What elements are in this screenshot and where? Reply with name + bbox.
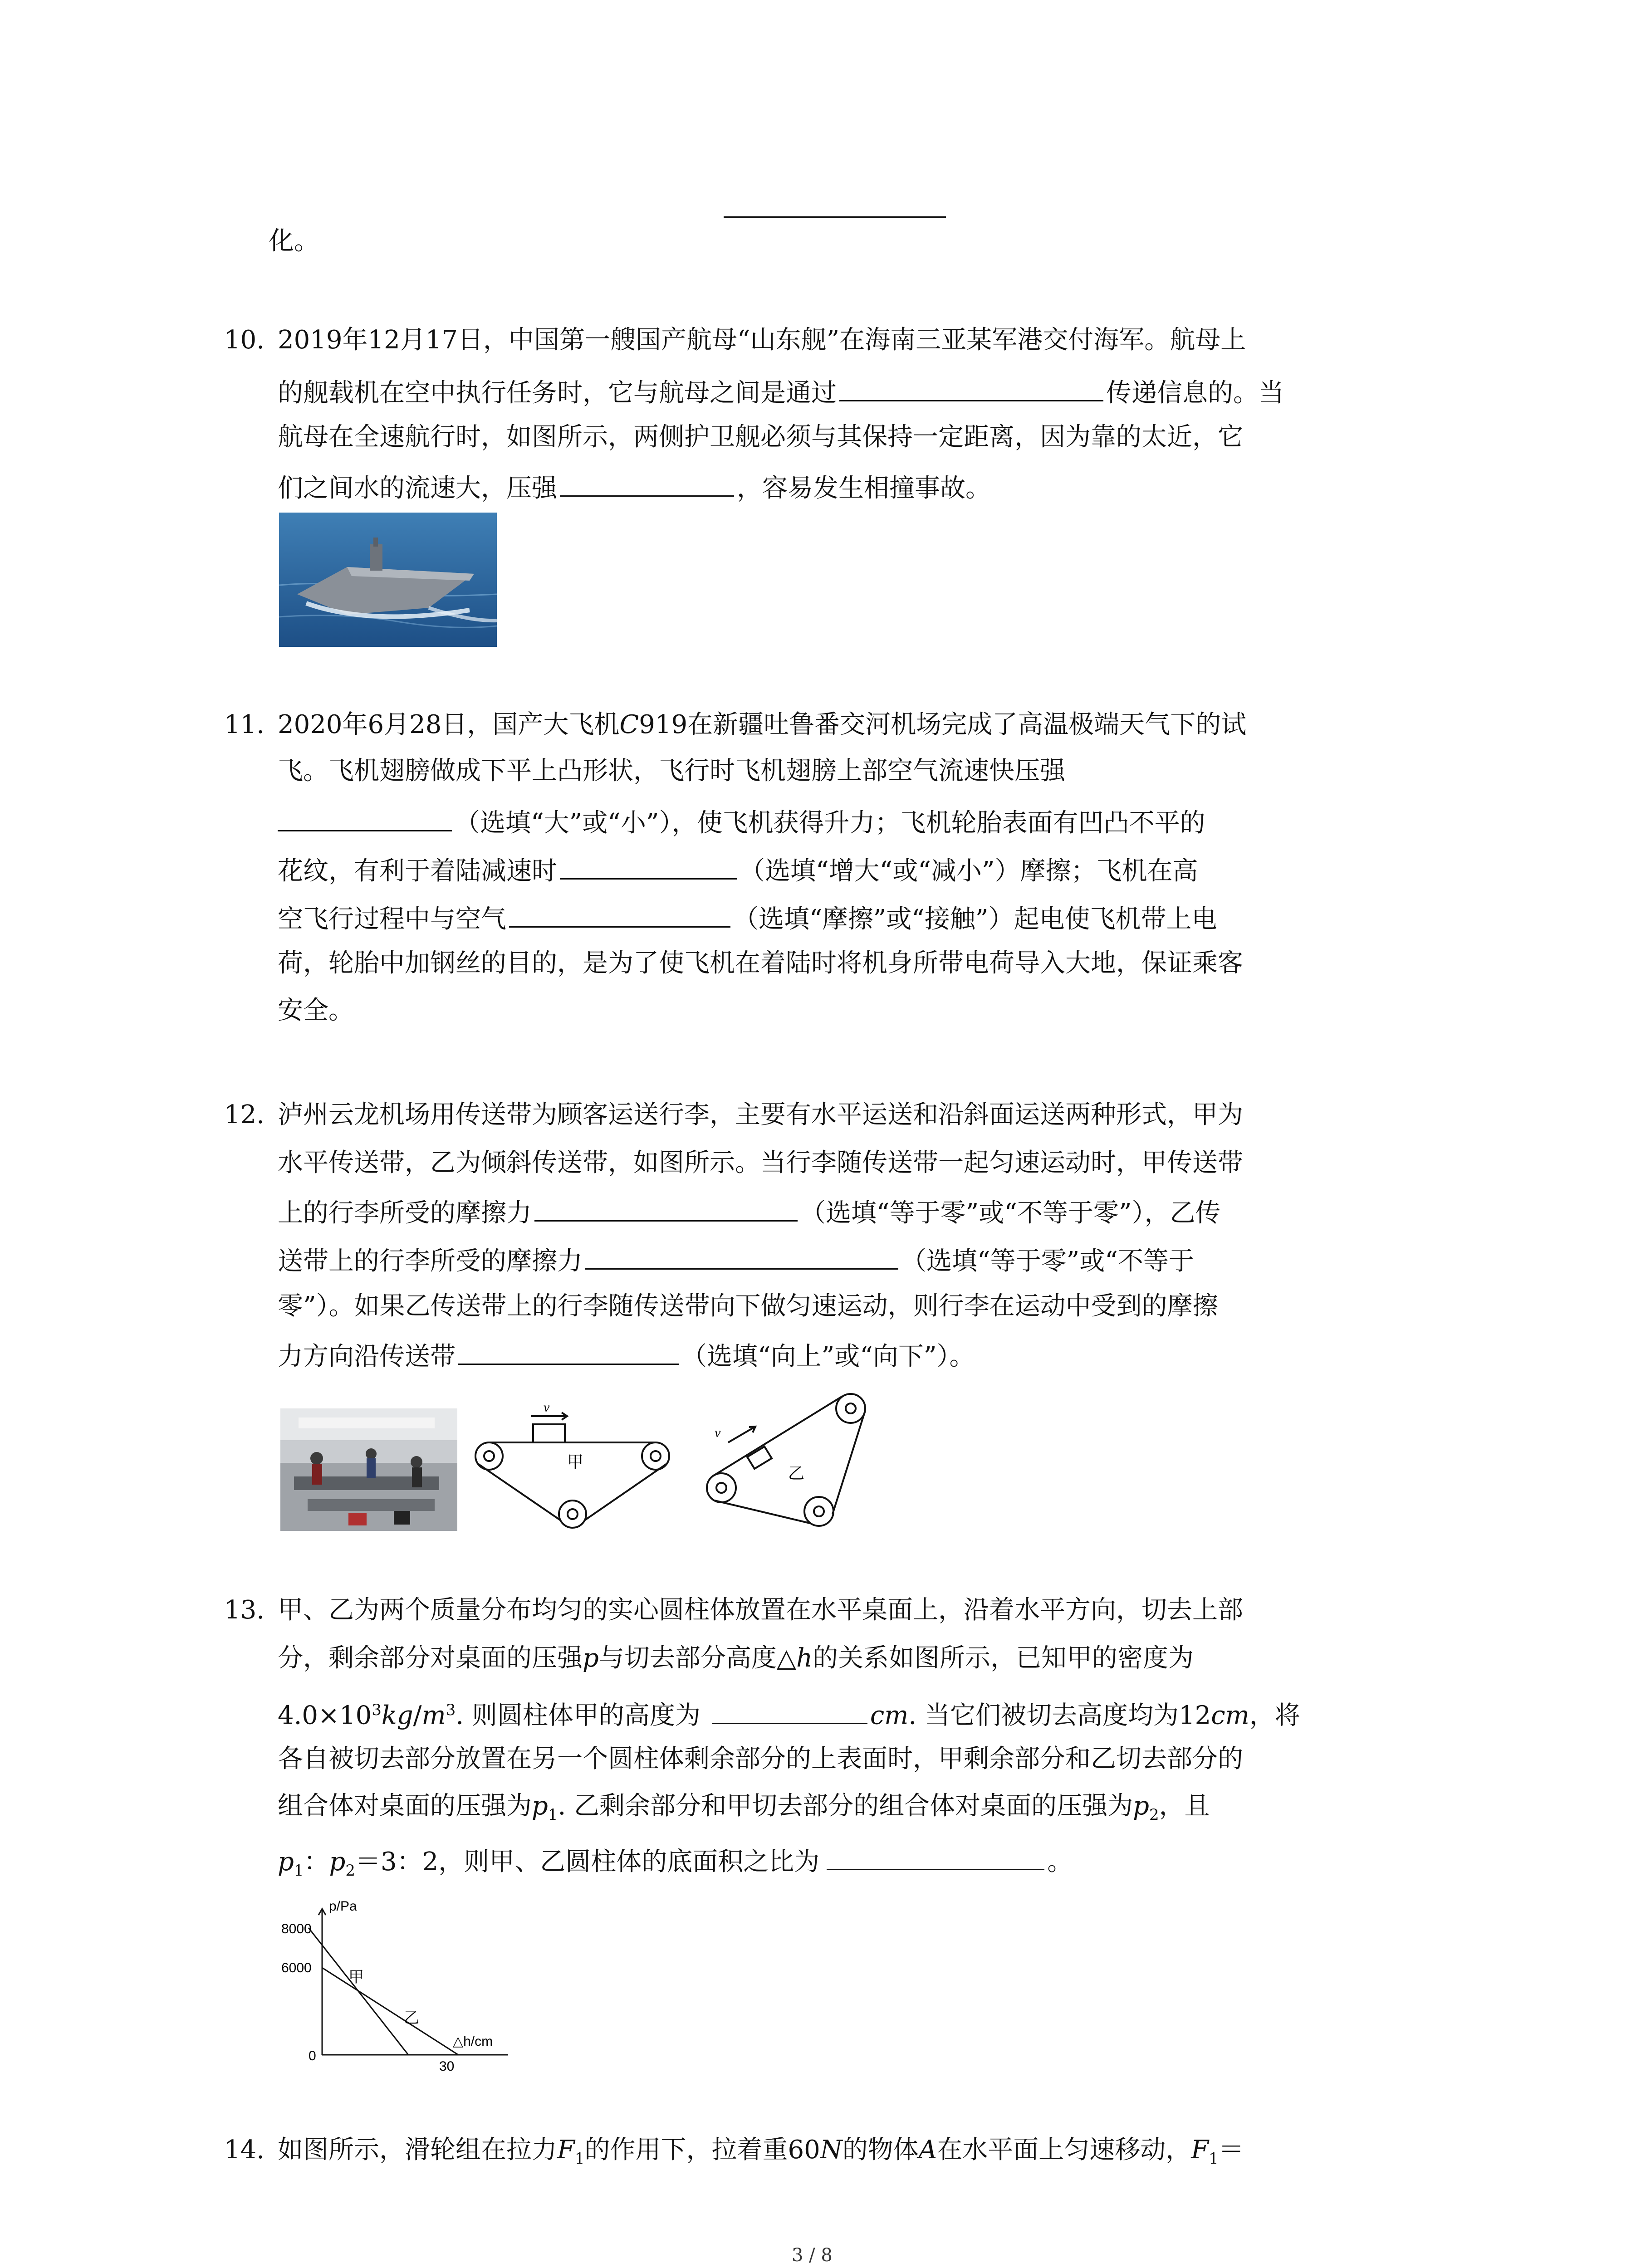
- v-label-yi: v: [715, 1425, 721, 1440]
- q13-line-3: [278, 1696, 1300, 1730]
- q13-line-3d: ，将: [1249, 1701, 1300, 1730]
- q11-math-c: C: [619, 710, 639, 739]
- graph-x-tick-30: 30: [439, 2059, 455, 2073]
- top-blank-line: [724, 216, 946, 218]
- q11-line-1a: 2020年6月28日，国产大飞机: [278, 710, 620, 739]
- q13-line-6: [278, 1845, 1073, 1884]
- q14-line-1a: 如图所示，滑轮组在拉力: [278, 2135, 557, 2165]
- question-number-11: 11.: [224, 710, 265, 739]
- q13-line-2a: 分，剩余部分对桌面的压强: [278, 1643, 583, 1673]
- q11-line-4b: （选填“增大“或“减小”）摩擦；飞机在高: [740, 856, 1198, 886]
- q13-unit-m-exp: 3: [446, 1701, 456, 1719]
- q10-line-1: 2019年12月17日，中国第一艘国产航母“山东舰”在海南三亚某军港交付海军。航母上: [278, 325, 1246, 355]
- q13-line-5b: . 乙剩余部分和甲切去部分的组合体对桌面的压强为: [558, 1791, 1133, 1821]
- question-number-13: 13.: [224, 1595, 265, 1625]
- q11-line-6: 荷，轮胎中加钢丝的目的，是为了使飞机在着陆时将机身所带电荷导入大地，保证乘客: [278, 948, 1243, 978]
- q10-line-4b: ，容易发生相撞事故。: [737, 474, 991, 503]
- page-number: 3 / 8: [792, 2245, 833, 2266]
- q12-line-6a: 力方向沿传送带: [278, 1342, 456, 1371]
- q13-line-5c: ，且: [1159, 1791, 1210, 1821]
- q14-math-f1: F: [1191, 2135, 1209, 2165]
- q11-line-2: 飞。飞机翅膀做成下平上凸形状，飞行时飞机翅膀上部空气流速快压强: [278, 756, 1065, 786]
- question-number-14: 14.: [224, 2135, 265, 2165]
- q11-line-1: [278, 711, 1246, 738]
- q10-line-2a: 的舰载机在空中执行任务时，它与航母之间是通过: [278, 378, 837, 408]
- q12-line-6b: （选填“向上”或“向下”）。: [681, 1342, 975, 1371]
- q12-line-4a: 送带上的行李所受的摩擦力: [278, 1246, 583, 1276]
- q13-line-2b: 与切去部分高度△: [598, 1643, 796, 1673]
- q13-sub-2: 2: [1149, 1806, 1159, 1824]
- q12-line-3: [278, 1197, 1221, 1227]
- q14-line-1d: 在水平面上匀速移动，: [937, 2135, 1191, 2165]
- q12-line-3a: 上的行李所受的摩擦力: [278, 1198, 532, 1228]
- q11-line-5b: （选填“摩擦”或“接触”）起电使飞机带上电: [733, 904, 1217, 934]
- q14-line-1e: ＝: [1218, 2135, 1244, 2165]
- q13-line-2c: 的关系如图所示，已知甲的密度为: [813, 1643, 1194, 1673]
- q11-blank-2[interactable]: [560, 855, 737, 880]
- conveyor-yi-label: 乙: [788, 1464, 805, 1483]
- q13-line-5: [278, 1793, 1210, 1828]
- q10-line-3: 航母在全速航行时，如图所示，两侧护卫舰必须与其保持一定距离，因为靠的太近，它: [278, 422, 1243, 452]
- q10-line-2b: 传递信息的。当: [1106, 378, 1284, 408]
- q13-math-p: p: [583, 1643, 599, 1673]
- graph-x-axis-label: △h/cm: [453, 2034, 493, 2049]
- q13-unit-slash: /: [413, 1701, 422, 1730]
- q11-line-3: [278, 807, 1205, 837]
- graph-y-tick-8000: 8000: [281, 1921, 312, 1936]
- q13-blank-2[interactable]: [827, 1845, 1044, 1870]
- q13-ratio-colon: ：: [304, 1847, 329, 1877]
- pressure-height-graph: [272, 1892, 526, 2073]
- q11-line-5a: 空飞行过程中与空气: [278, 904, 506, 934]
- q11-line-4: [278, 855, 1198, 885]
- q13-density-exp: 3: [372, 1701, 382, 1719]
- q14-math-a: A: [918, 2135, 937, 2165]
- q13-unit-m: m: [421, 1701, 446, 1730]
- q10-line-4a: 们之间水的流速大，压强: [278, 474, 557, 503]
- q13-unit-cm-1: cm: [870, 1701, 909, 1730]
- q11-blank-1[interactable]: [278, 807, 452, 831]
- graph-y-tick-6000: 6000: [281, 1960, 312, 1975]
- q10-line-4: [278, 472, 991, 502]
- q12-line-2: 水平传送带，乙为倾斜传送带，如图所示。当行李随传送带一起匀速运动时，甲传送带: [278, 1148, 1243, 1178]
- q13-line-3c: . 当它们被切去高度均为12: [908, 1701, 1211, 1730]
- inclined-conveyor-diagram: [696, 1379, 878, 1533]
- top-line: 化。: [269, 226, 319, 256]
- q12-blank-3[interactable]: [458, 1340, 679, 1365]
- q14-line-1: [278, 2136, 1244, 2172]
- q12-line-3b: （选填“等于零”或“不等于零”），乙传: [800, 1198, 1221, 1228]
- q13-ratio-sub2: 2: [345, 1862, 355, 1880]
- q10-blank-1[interactable]: [839, 376, 1103, 401]
- q13-density-value: 4.0×10: [278, 1701, 372, 1730]
- q13-unit-cm-2: cm: [1211, 1701, 1249, 1730]
- q13-line-6c: 。: [1047, 1847, 1073, 1877]
- q12-blank-1[interactable]: [534, 1197, 798, 1222]
- graph-line-jia-label: 甲: [348, 1968, 364, 1986]
- question-number-10: 10.: [224, 325, 265, 355]
- q13-ratio-p2: p: [329, 1847, 346, 1877]
- q13-unit-kg: kg: [381, 1701, 413, 1730]
- q12-line-6: [278, 1340, 975, 1370]
- q14-sub-1: 1: [574, 2150, 585, 2168]
- q10-line-2: [278, 376, 1284, 407]
- q13-line-5a: 组合体对桌面的压强为: [278, 1791, 532, 1821]
- q12-line-4b: （选填“等于零”或“不等于: [901, 1246, 1194, 1276]
- q14-unit-n: N: [820, 2135, 843, 2165]
- q11-line-5: [278, 903, 1217, 933]
- q13-math-h: h: [796, 1643, 813, 1673]
- q13-line-3b: . 则圆柱体甲的高度为: [456, 1701, 700, 1730]
- q12-blank-2[interactable]: [585, 1245, 898, 1270]
- horizontal-conveyor-diagram: [472, 1379, 676, 1529]
- q13-math-p1: p: [532, 1791, 548, 1821]
- q13-line-4: 各自被切去部分放置在另一个圆柱体剩余部分的上表面时，甲剩余部分和乙切去部分的: [278, 1744, 1243, 1774]
- q13-line-1: 甲、乙为两个质量分布均匀的实心圆柱体放置在水平桌面上，沿着水平方向，切去上部: [278, 1595, 1243, 1625]
- q13-line-6b: ＝3：2，则甲、乙圆柱体的底面积之比为: [355, 1847, 820, 1877]
- q10-blank-2[interactable]: [560, 472, 734, 497]
- q13-blank-1[interactable]: [712, 1699, 867, 1724]
- graph-y-axis-label: p/Pa: [329, 1899, 357, 1914]
- v-label-jia: v: [544, 1400, 550, 1415]
- q12-line-5: 零”）。如果乙传送带上的行李随传送带向下做匀速运动，则行李在运动中受到的摩擦: [278, 1291, 1218, 1321]
- q13-math-p2: p: [1133, 1791, 1149, 1821]
- q14-sub-1b: 1: [1209, 2150, 1219, 2168]
- q11-line-7: 安全。: [278, 996, 354, 1025]
- q11-line-4a: 花纹，有利于着陆减速时: [278, 856, 557, 886]
- q13-line-2: [278, 1645, 1194, 1672]
- graph-origin: 0: [309, 2048, 316, 2063]
- q13-ratio-sub1: 1: [294, 1862, 304, 1880]
- conveyor-jia-label: 甲: [567, 1453, 584, 1471]
- graph-line-yi-label: 乙: [404, 2009, 419, 2027]
- airport-baggage-photo: [280, 1408, 457, 1531]
- q14-math-f: F: [557, 2135, 575, 2165]
- q14-line-1b: 的作用下，拉着重60: [584, 2135, 820, 2165]
- q13-ratio-p1: p: [278, 1847, 294, 1877]
- q11-blank-3[interactable]: [509, 903, 730, 928]
- question-number-12: 12.: [224, 1100, 265, 1129]
- q11-line-1b: 919在新疆吐鲁番交河机场完成了高温极端天气下的试: [639, 710, 1247, 739]
- aircraft-carrier-photo: [279, 513, 497, 647]
- q12-line-1: 泸州云龙机场用传送带为顾客运送行李，主要有水平运送和沿斜面运送两种形式，甲为: [278, 1100, 1243, 1129]
- q13-sub-1: 1: [548, 1806, 558, 1824]
- q14-line-1c: 的物体: [842, 2135, 919, 2165]
- q12-line-4: [278, 1245, 1194, 1275]
- q11-line-3b: （选填“大”或“小”），使飞机获得升力；飞机轮胎表面有凹凸不平的: [455, 808, 1205, 838]
